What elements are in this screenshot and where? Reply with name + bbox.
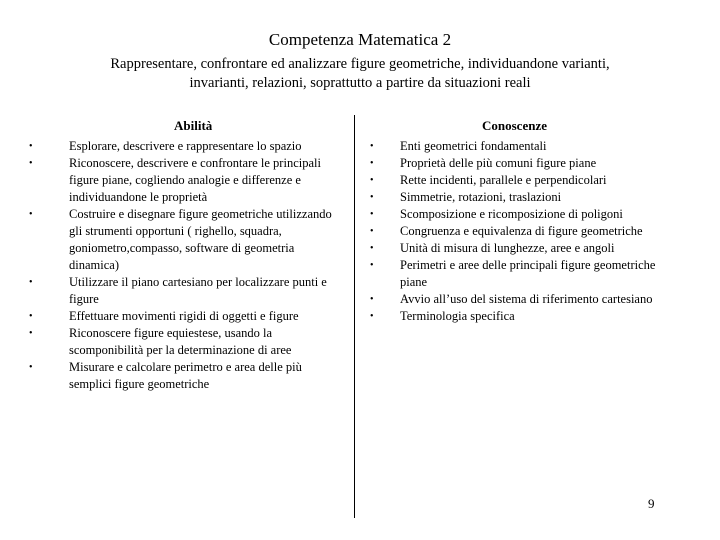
bullet-icon: • — [370, 294, 374, 305]
bullet-icon: • — [370, 192, 374, 203]
list-item-text: Riconoscere figure equiestese, usando la scomponibilità per la determinazione di aree — [69, 326, 292, 357]
page-subtitle — [40, 55, 680, 93]
bullet-icon: • — [29, 277, 33, 288]
list-item — [370, 308, 662, 325]
list-item — [29, 155, 339, 206]
bullet-icon: • — [370, 175, 374, 186]
abilita-list — [29, 138, 339, 393]
bullet-icon: • — [29, 362, 33, 373]
list-item-text: Misurare e calcolare perimetro e area delle più semplici figure geometriche — [69, 360, 302, 391]
list-item — [370, 240, 662, 257]
list-item — [370, 223, 662, 240]
list-item — [370, 291, 662, 308]
list-item — [370, 138, 662, 155]
list-item-text: Esplorare, descrivere e rappresentare lo spazio — [69, 139, 302, 153]
list-item — [29, 138, 339, 155]
bullet-icon: • — [370, 311, 374, 322]
list-item-text: Avvio all’uso del sistema di riferimento cartesiano — [400, 292, 653, 306]
list-item — [370, 172, 662, 189]
list-item-text: Effettuare movimenti rigidi di oggetti e figure — [69, 309, 299, 323]
list-item-text: Riconoscere, descrivere e confrontare le principali figure piane, cogliendo analogie e differenze e individuandone le proprietà — [69, 156, 321, 204]
list-item-text: Utilizzare il piano cartesiano per localizzare punti e figure — [69, 275, 327, 306]
list-item-text: Simmetrie, rotazioni, traslazioni — [400, 190, 562, 204]
page-title: Competenza Matematica 2 — [268, 30, 452, 49]
list-item — [29, 325, 339, 359]
bullet-icon: • — [370, 260, 374, 271]
bullet-icon: • — [370, 209, 374, 220]
list-item-text: Terminologia specifica — [400, 309, 515, 323]
list-item — [370, 257, 662, 291]
bullet-icon: • — [29, 328, 33, 339]
bullet-icon: • — [370, 243, 374, 254]
list-item — [370, 155, 662, 172]
page-number: 9 — [648, 496, 655, 511]
bullet-icon: • — [370, 226, 374, 237]
column-divider — [354, 115, 355, 518]
list-item-text: Congruenza e equivalenza di figure geometriche — [400, 224, 643, 238]
list-item-text: Proprietà delle più comuni figure piane — [400, 156, 597, 170]
list-item-text: Costruire e disegnare figure geometriche utilizzando gli strumenti opportuni ( righello, squadra, goniometro,compasso, software di geometria dinamica) — [69, 207, 332, 272]
list-item — [29, 359, 339, 393]
bullet-icon: • — [370, 158, 374, 169]
list-item-text: Enti geometrici fondamentali — [400, 139, 547, 153]
subtitle-line-2: invarianti, relazioni, soprattutto a partire da situazioni reali — [189, 75, 531, 91]
list-item — [29, 274, 339, 308]
subtitle-line-1: Rappresentare, confrontare ed analizzare figure geometriche, individuandone varianti, — [110, 56, 610, 72]
list-item — [29, 206, 339, 274]
list-item-text: Rette incidenti, parallele e perpendicolari — [400, 173, 607, 187]
abilita-heading: Abilità — [174, 118, 213, 133]
bullet-icon: • — [29, 158, 33, 169]
bullet-icon: • — [29, 141, 33, 152]
bullet-icon: • — [29, 209, 33, 220]
list-item — [29, 308, 339, 325]
list-item — [370, 189, 662, 206]
list-item-text: Perimetri e aree delle principali figure geometriche piane — [400, 258, 656, 289]
conoscenze-list — [370, 138, 662, 325]
list-item-text: Unità di misura di lunghezze, aree e angoli — [400, 241, 615, 255]
bullet-icon: • — [370, 141, 374, 152]
list-item-text: Scomposizione e ricomposizione di poligoni — [400, 207, 623, 221]
conoscenze-heading: Conoscenze — [482, 118, 547, 133]
bullet-icon: • — [29, 311, 33, 322]
list-item — [370, 206, 662, 223]
